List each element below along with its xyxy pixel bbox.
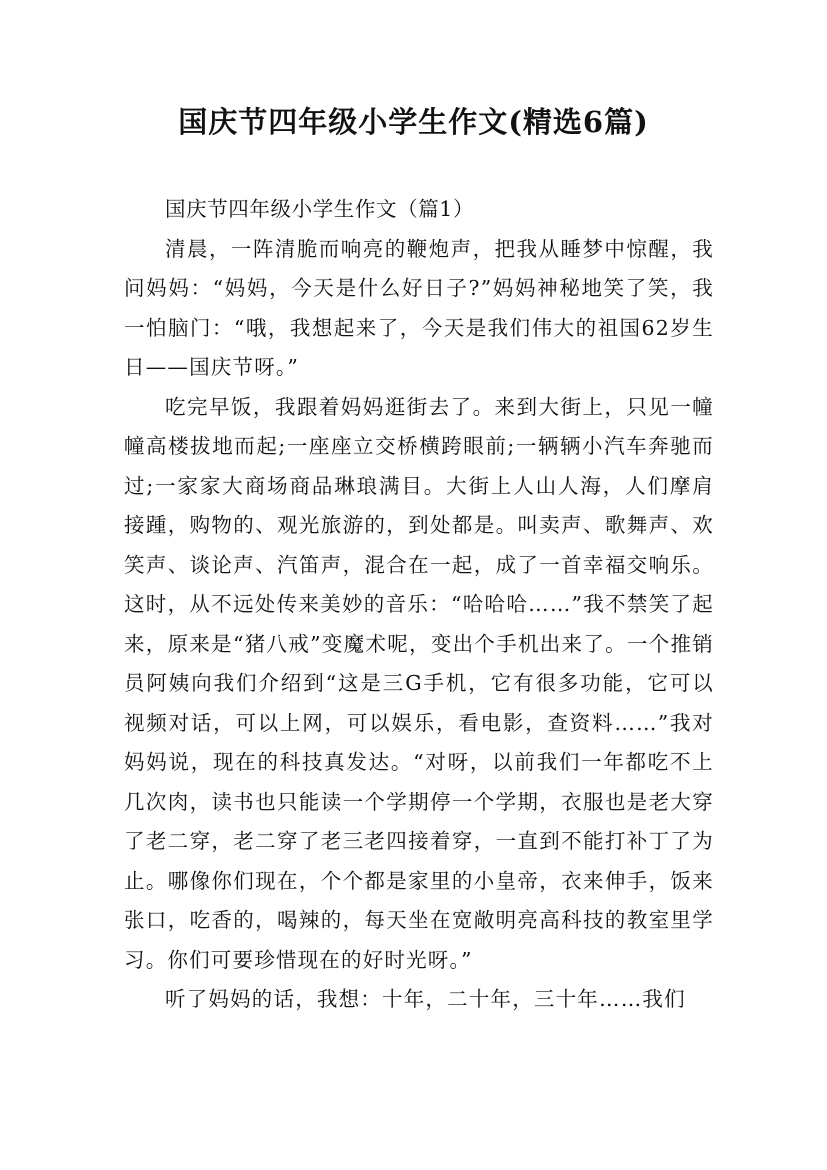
section-heading: 国庆节四年级小学生作文（篇1） xyxy=(165,197,475,221)
document-title: 国庆节四年级小学生作文(精选6篇) xyxy=(178,105,649,139)
paragraph-1: 清晨，一阵清脆而响亮的鞭炮声，把我从睡梦中惊醒，我问妈妈：“妈妈，今天是什么好日子?”妈妈神秘地笑了笑，我一怕脑门：“哦，我想起来了，今天是我们伟大的祖国62岁生日——国庆节呀。” xyxy=(124,236,714,379)
document-body xyxy=(124,190,714,1020)
paragraph-2: 吃完早饭，我跟着妈妈逛街去了。来到大街上，只见一幢幢高楼拔地而起;一座座立交桥横跨眼前;一辆辆小汽车奔驰而过;一家家大商场商品琳琅满目。大街上人山人海，人们摩肩接踵，购物的、观光旅游的，到处都是。叫卖声、歌舞声、欢笑声、谈论声、汽笛声，混合在一起，成了一首幸福交响乐。这时，从不远处传来美妙的音乐：“哈哈哈……”我不禁笑了起来，原来是“猪八戒”变魔术呢，变出个手机出来了。一个推销员阿姨向我们介绍到“这是三G手机，它有很多功能，它可以视频对话，可以上网，可以娱乐，看电影，查资料……”我对妈妈说，现在的科技真发达。“对呀，以前我们一年都吃不上几次肉，读书也只能读一个学期停一个学期，衣服也是老大穿了老二穿，老二穿了老三老四接着穿，一直到不能打补丁了为止。哪像你们现在，个个都是家里的小皇帝，衣来伸手，饭来张口，吃香的，喝辣的，每天坐在宽敞明亮高科技的教室里学习。你们可要珍惜现在的好时光呀。” xyxy=(124,394,714,972)
paragraph-3: 听了妈妈的话，我想：十年，二十年，三十年……我们 xyxy=(165,987,686,1011)
